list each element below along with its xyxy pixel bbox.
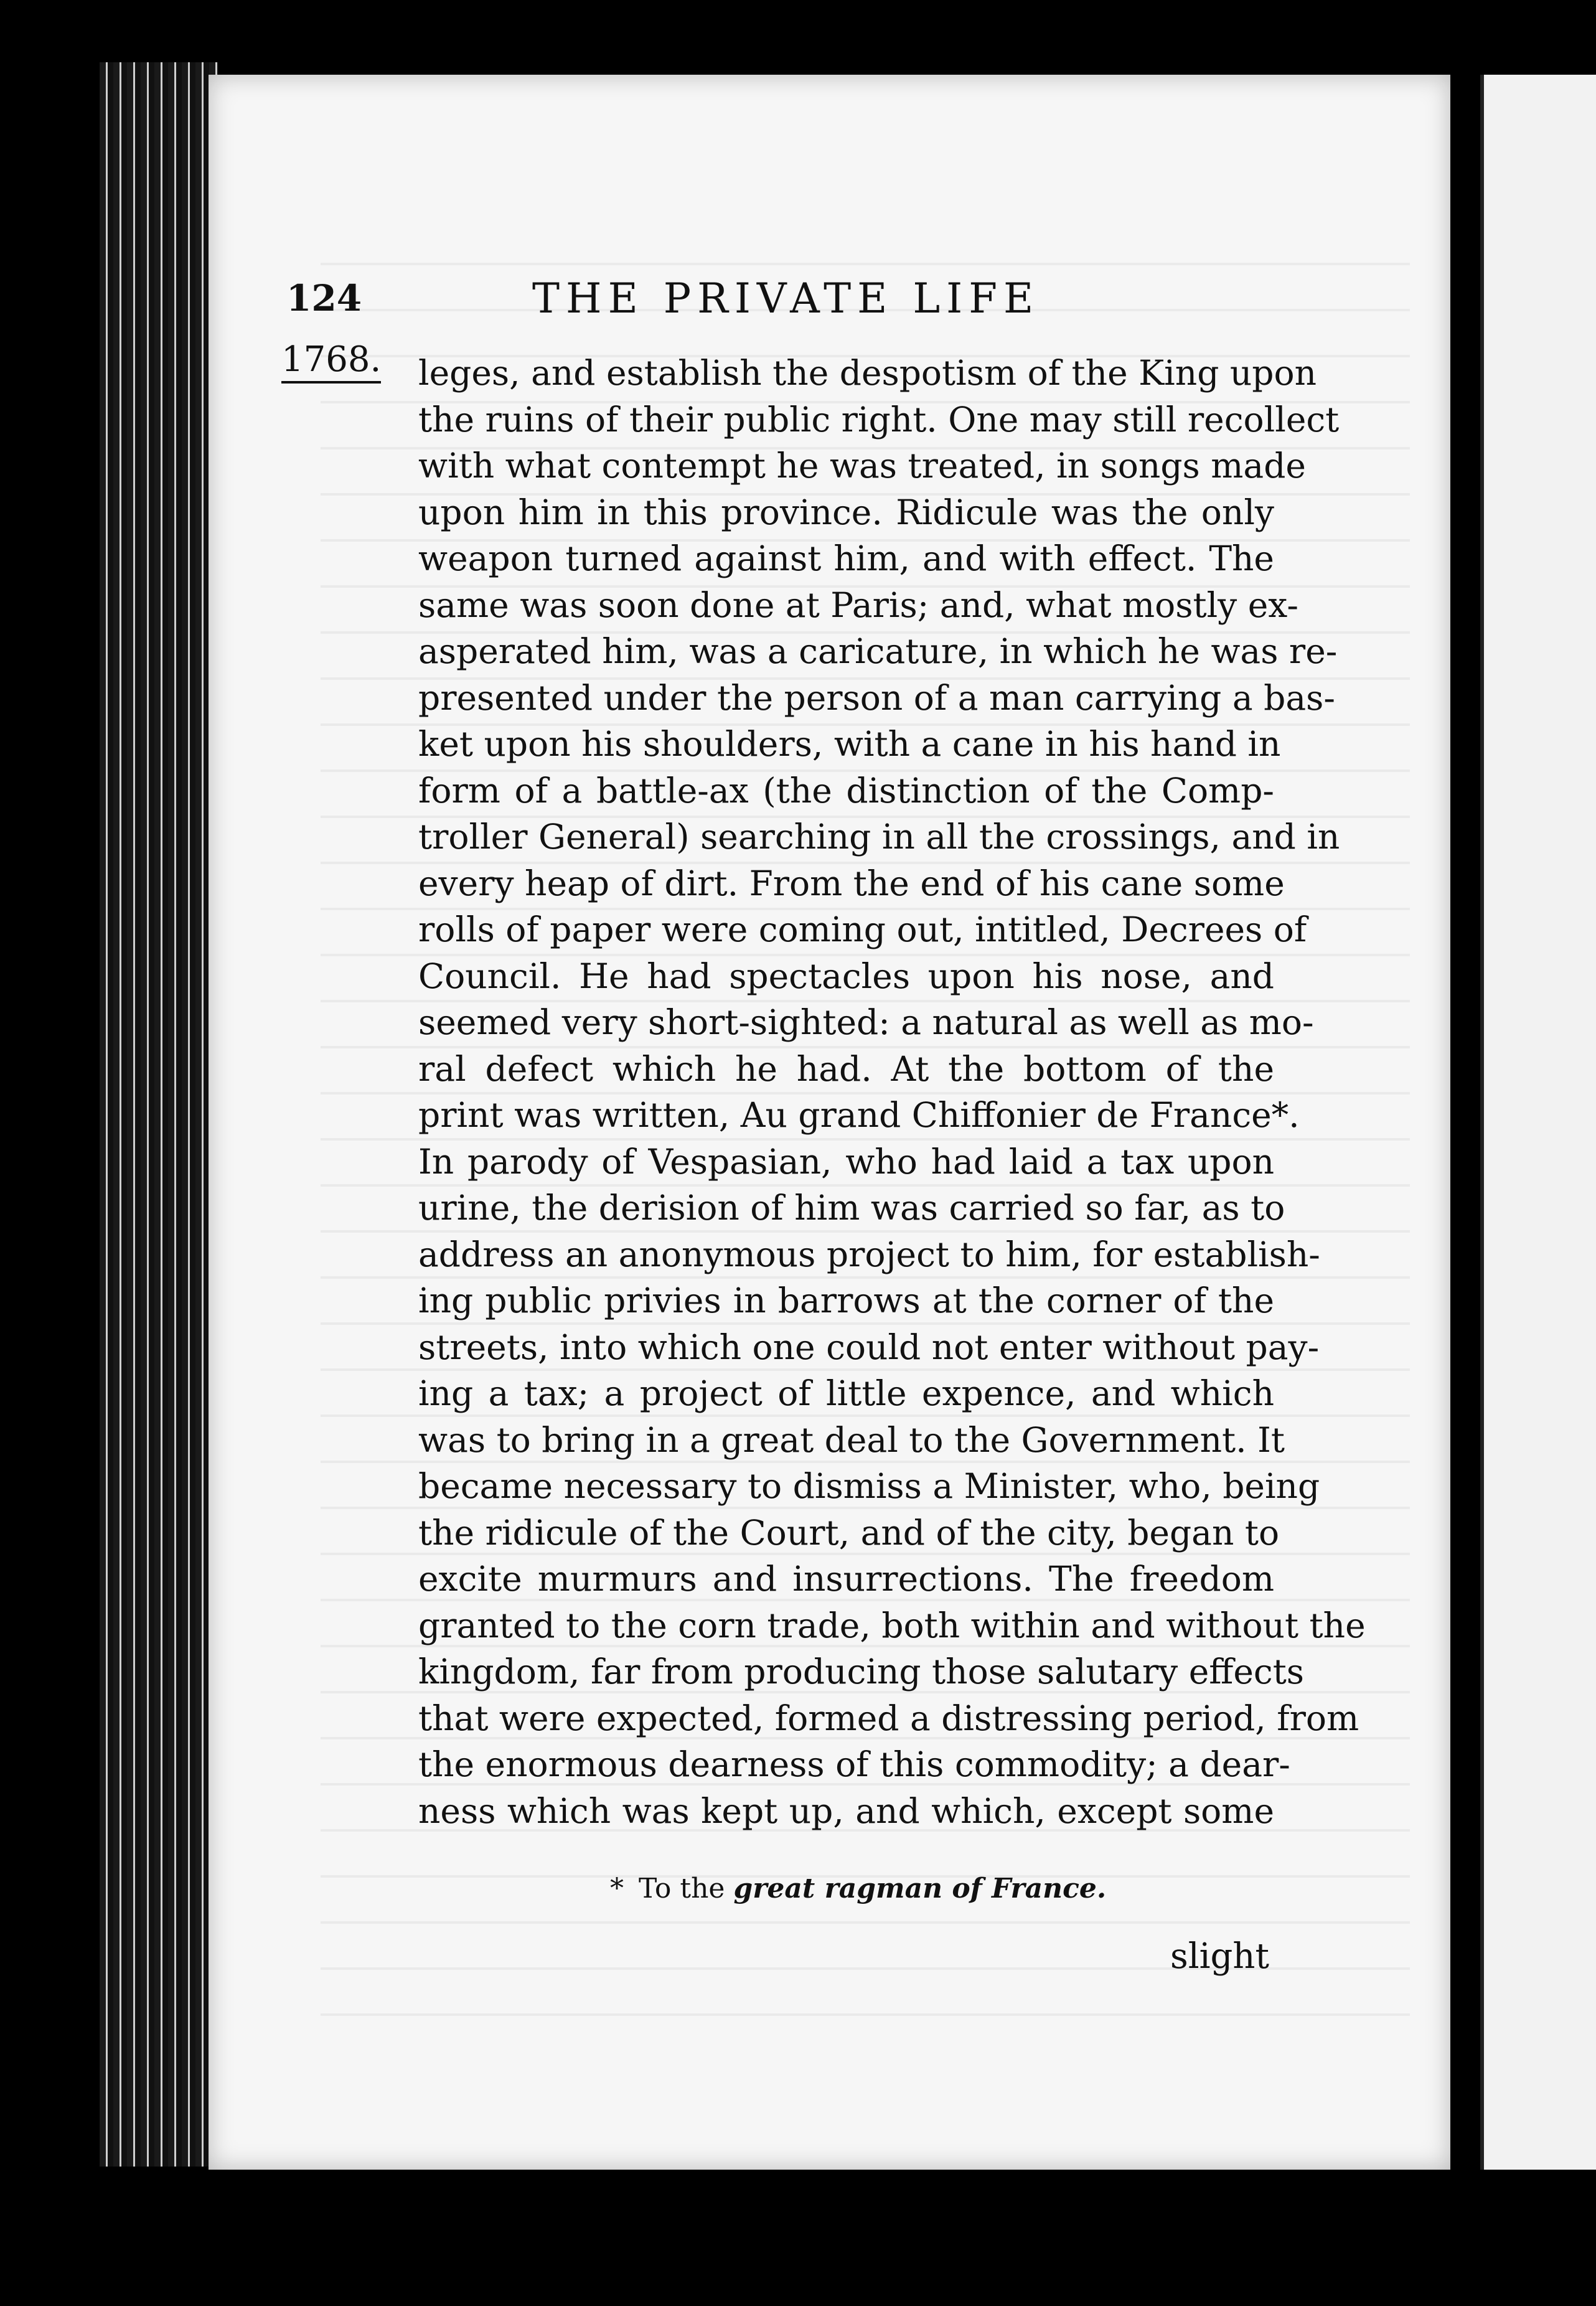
margin-year: 1768. (281, 339, 381, 384)
text-line: upon him in this province. Ridicule was the only (418, 492, 1274, 532)
page-number: 124 (286, 277, 362, 319)
text-line: form of a battle-ax (the distinction of the Comp- (418, 770, 1274, 811)
text-line: address an anonymous project to him, for establish- (418, 1234, 1320, 1274)
text-line: presented under the person of a man carrying a bas- (418, 677, 1335, 718)
text-line: was to bring in a great deal to the Government. It (418, 1419, 1285, 1460)
text-line: In parody of Vespasian, who had laid a tax upon (418, 1141, 1274, 1182)
footnote (610, 1873, 1106, 1904)
book-page-edges (100, 62, 218, 2167)
footnote-prefix: To the (639, 1873, 725, 1904)
text-line: that were expected, formed a distressing period, from (418, 1698, 1359, 1738)
text-line: seemed very short-sighted: a natural as well as mo- (418, 1002, 1314, 1042)
text-line: became necessary to dismiss a Minister, who, being (418, 1466, 1320, 1506)
text-line: ket upon his shoulders, with a cane in his hand in (418, 724, 1281, 764)
running-header (286, 277, 1158, 333)
text-line: ness which was kept up, and which, except some (418, 1791, 1274, 1831)
text-line: kingdom, far from producing those salutary effects (418, 1652, 1305, 1692)
text-line: leges, and establish the despotism of the King upon (418, 353, 1317, 393)
text-line: the ridicule of the Court, and of the city, began to (418, 1512, 1280, 1553)
text-line: print was written, Au grand Chiffonier de France*. (418, 1095, 1300, 1135)
text-line: weapon turned against him, and with effect. The (418, 539, 1274, 578)
text-line: granted to the corn trade, both within and without the (418, 1605, 1366, 1645)
text-line: ing a tax; a project of little expence, and which (418, 1373, 1274, 1413)
text-line: troller General) searching in all the crossings, and in (418, 817, 1340, 857)
text-line: streets, into which one could not enter without pay- (418, 1327, 1320, 1367)
text-line: urine, the derision of him was carried so far, as to (418, 1188, 1285, 1228)
text-line: ing public privies in barrows at the corner of the (418, 1281, 1274, 1320)
text-line: every heap of dirt. From the end of his cane some (418, 863, 1285, 903)
facing-page-edge (1480, 75, 1596, 2170)
text-line: with what contempt he was treated, in songs made (418, 446, 1306, 486)
text-line: the enormous dearness of this commodity; a dear- (418, 1744, 1290, 1784)
catchword: slight (1170, 1936, 1269, 1977)
text-line: excite murmurs and insurrections. The freedom (418, 1559, 1274, 1599)
text-line: the ruins of their public right. One may still recollect (418, 399, 1340, 440)
text-line: asperated him, was a caricature, in which he was re- (418, 631, 1338, 671)
text-line: Council. He had spectacles upon his nose, and (418, 956, 1274, 996)
footnote-marker: * (610, 1873, 624, 1904)
footnote-italic-text: great ragman of France. (733, 1873, 1107, 1904)
text-line: ral defect which he had. At the bottom of the (418, 1048, 1274, 1089)
running-title: THE PRIVATE LIFE (532, 275, 1040, 322)
text-line: rolls of paper were coming out, intitled, Decrees of (418, 910, 1307, 949)
body-text (418, 350, 1366, 1834)
text-line: same was soon done at Paris; and, what mostly ex- (418, 585, 1298, 625)
